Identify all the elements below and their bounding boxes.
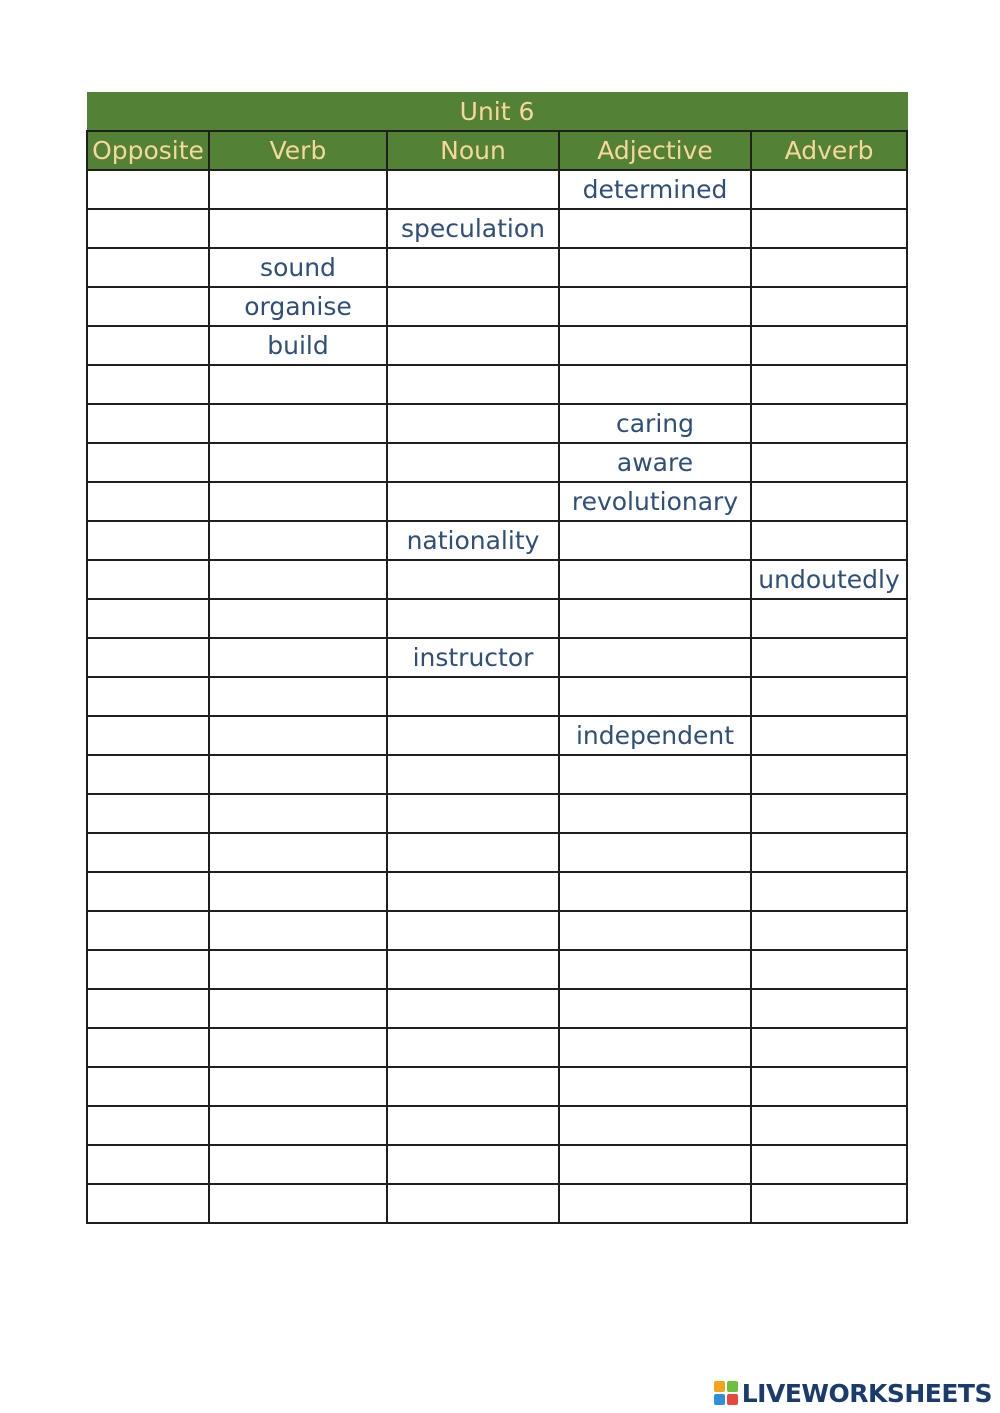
- answer-cell-opposite[interactable]: [87, 638, 209, 677]
- answer-cell-noun[interactable]: [387, 248, 559, 287]
- answer-cell-adverb[interactable]: [751, 833, 907, 872]
- answer-cell-verb[interactable]: [209, 443, 387, 482]
- answer-cell-opposite[interactable]: [87, 209, 209, 248]
- table-row: [87, 170, 907, 209]
- table-row: [87, 950, 907, 989]
- answer-cell-noun[interactable]: [387, 365, 559, 404]
- answer-cell-adjective[interactable]: [559, 560, 751, 599]
- logo-square: [714, 1381, 725, 1392]
- answer-cell-adverb[interactable]: [751, 365, 907, 404]
- answer-cell-adjective[interactable]: [559, 911, 751, 950]
- answer-cell-noun[interactable]: [387, 326, 559, 365]
- answer-cell-adjective[interactable]: [559, 1145, 751, 1184]
- answer-cell-noun[interactable]: [387, 1028, 559, 1067]
- answer-cell-adverb[interactable]: [751, 521, 907, 560]
- answer-cell-noun[interactable]: [387, 1145, 559, 1184]
- answer-cell-opposite[interactable]: [87, 560, 209, 599]
- word-cell-adjective: determined: [559, 170, 751, 209]
- table-row: [87, 989, 907, 1028]
- answer-cell-adverb[interactable]: [751, 950, 907, 989]
- answer-cell-verb[interactable]: [209, 365, 387, 404]
- answer-cell-verb[interactable]: [209, 404, 387, 443]
- answer-cell-adverb[interactable]: [751, 248, 907, 287]
- answer-cell-noun[interactable]: [387, 560, 559, 599]
- answer-cell-adjective[interactable]: [559, 638, 751, 677]
- table-row: [87, 443, 907, 482]
- answer-cell-opposite[interactable]: [87, 950, 209, 989]
- column-header-adverb: Adverb: [751, 131, 907, 170]
- table-row: [87, 911, 907, 950]
- answer-cell-opposite[interactable]: [87, 287, 209, 326]
- answer-cell-adjective[interactable]: [559, 1067, 751, 1106]
- table-row: [87, 521, 907, 560]
- answer-cell-noun[interactable]: [387, 950, 559, 989]
- answer-cell-verb[interactable]: [209, 755, 387, 794]
- answer-cell-adverb[interactable]: [751, 209, 907, 248]
- answer-cell-adverb[interactable]: [751, 482, 907, 521]
- answer-cell-opposite[interactable]: [87, 443, 209, 482]
- answer-cell-adverb[interactable]: [751, 872, 907, 911]
- column-header-noun: Noun: [387, 131, 559, 170]
- answer-cell-verb[interactable]: [209, 872, 387, 911]
- answer-cell-adjective[interactable]: [559, 287, 751, 326]
- liveworksheets-brand: [714, 1378, 992, 1408]
- table-row: [87, 794, 907, 833]
- answer-cell-adverb[interactable]: [751, 911, 907, 950]
- answer-cell-opposite[interactable]: [87, 248, 209, 287]
- answer-cell-opposite[interactable]: [87, 404, 209, 443]
- answer-cell-verb[interactable]: [209, 950, 387, 989]
- word-cell-noun: nationality: [387, 521, 559, 560]
- table-row: [87, 677, 907, 716]
- answer-cell-adverb[interactable]: [751, 1067, 907, 1106]
- answer-cell-verb[interactable]: [209, 599, 387, 638]
- answer-cell-adjective[interactable]: [559, 677, 751, 716]
- answer-cell-adverb[interactable]: [751, 170, 907, 209]
- logo-square: [727, 1381, 738, 1392]
- answer-cell-noun[interactable]: [387, 170, 559, 209]
- answer-cell-noun[interactable]: [387, 833, 559, 872]
- answer-cell-adverb[interactable]: [751, 404, 907, 443]
- answer-cell-adjective[interactable]: [559, 833, 751, 872]
- answer-cell-verb[interactable]: [209, 1145, 387, 1184]
- word-cell-adjective: aware: [559, 443, 751, 482]
- answer-cell-adverb[interactable]: [751, 1184, 907, 1223]
- answer-cell-verb[interactable]: [209, 1106, 387, 1145]
- table-row: [87, 755, 907, 794]
- answer-cell-opposite[interactable]: [87, 521, 209, 560]
- answer-cell-adverb[interactable]: [751, 443, 907, 482]
- answer-cell-adverb[interactable]: [751, 599, 907, 638]
- table-row: [87, 209, 907, 248]
- answer-cell-adjective[interactable]: [559, 989, 751, 1028]
- table-row: [87, 560, 907, 599]
- answer-cell-adjective[interactable]: [559, 599, 751, 638]
- liveworksheets-logo-icon: [714, 1381, 738, 1405]
- answer-cell-verb[interactable]: [209, 911, 387, 950]
- word-cell-noun: speculation: [387, 209, 559, 248]
- worksheet-body: [87, 170, 907, 1223]
- column-header-adjective: Adjective: [559, 131, 751, 170]
- answer-cell-opposite[interactable]: [87, 833, 209, 872]
- word-cell-verb: organise: [209, 287, 387, 326]
- word-cell-adjective: revolutionary: [559, 482, 751, 521]
- table-row: [87, 248, 907, 287]
- answer-cell-adjective[interactable]: [559, 872, 751, 911]
- column-header-verb: Verb: [209, 131, 387, 170]
- table-row: [87, 1184, 907, 1223]
- column-header-opposite: Opposite: [87, 131, 209, 170]
- answer-cell-noun[interactable]: [387, 716, 559, 755]
- answer-cell-adjective[interactable]: [559, 521, 751, 560]
- word-cell-adverb: undoutedly: [751, 560, 907, 599]
- answer-cell-opposite[interactable]: [87, 599, 209, 638]
- answer-cell-verb[interactable]: [209, 1028, 387, 1067]
- table-row: [87, 1145, 907, 1184]
- answer-cell-noun[interactable]: [387, 1067, 559, 1106]
- answer-cell-opposite[interactable]: [87, 716, 209, 755]
- answer-cell-adjective[interactable]: [559, 365, 751, 404]
- table-row: [87, 287, 907, 326]
- answer-cell-opposite[interactable]: [87, 677, 209, 716]
- table-row: [87, 326, 907, 365]
- answer-cell-opposite[interactable]: [87, 170, 209, 209]
- answer-cell-opposite[interactable]: [87, 1106, 209, 1145]
- answer-cell-adverb[interactable]: [751, 287, 907, 326]
- answer-cell-adverb[interactable]: [751, 1028, 907, 1067]
- answer-cell-noun[interactable]: [387, 482, 559, 521]
- answer-cell-noun[interactable]: [387, 443, 559, 482]
- answer-cell-adjective[interactable]: [559, 248, 751, 287]
- brand-text: LIVEWORKSHEETS: [741, 1378, 992, 1408]
- logo-square: [714, 1394, 725, 1405]
- answer-cell-verb[interactable]: [209, 677, 387, 716]
- table-row: [87, 599, 907, 638]
- answer-cell-adverb[interactable]: [751, 794, 907, 833]
- answer-cell-verb[interactable]: [209, 1184, 387, 1223]
- worksheet-table: [86, 92, 908, 1224]
- answer-cell-verb[interactable]: [209, 521, 387, 560]
- answer-cell-verb[interactable]: [209, 716, 387, 755]
- word-cell-adjective: caring: [559, 404, 751, 443]
- word-cell-verb: sound: [209, 248, 387, 287]
- table-row: [87, 716, 907, 755]
- answer-cell-opposite[interactable]: [87, 794, 209, 833]
- word-cell-verb: build: [209, 326, 387, 365]
- answer-cell-adjective[interactable]: [559, 1184, 751, 1223]
- answer-cell-opposite[interactable]: [87, 1028, 209, 1067]
- word-cell-noun: instructor: [387, 638, 559, 677]
- answer-cell-adverb[interactable]: [751, 1145, 907, 1184]
- answer-cell-adjective[interactable]: [559, 950, 751, 989]
- answer-cell-verb[interactable]: [209, 482, 387, 521]
- table-row: [87, 872, 907, 911]
- answer-cell-adverb[interactable]: [751, 638, 907, 677]
- answer-cell-verb[interactable]: [209, 209, 387, 248]
- answer-cell-verb[interactable]: [209, 560, 387, 599]
- answer-cell-noun[interactable]: [387, 599, 559, 638]
- answer-cell-verb[interactable]: [209, 170, 387, 209]
- answer-cell-adjective[interactable]: [559, 755, 751, 794]
- answer-cell-adjective[interactable]: [559, 209, 751, 248]
- answer-cell-opposite[interactable]: [87, 911, 209, 950]
- table-row: [87, 833, 907, 872]
- answer-cell-adverb[interactable]: [751, 677, 907, 716]
- worksheet-head: [87, 93, 907, 171]
- answer-cell-adverb[interactable]: [751, 1106, 907, 1145]
- answer-cell-verb[interactable]: [209, 833, 387, 872]
- answer-cell-opposite[interactable]: [87, 989, 209, 1028]
- answer-cell-adverb[interactable]: [751, 755, 907, 794]
- answer-cell-opposite[interactable]: [87, 1184, 209, 1223]
- answer-cell-adverb[interactable]: [751, 716, 907, 755]
- answer-cell-noun[interactable]: [387, 677, 559, 716]
- answer-cell-verb[interactable]: [209, 989, 387, 1028]
- answer-cell-adjective[interactable]: [559, 1028, 751, 1067]
- answer-cell-adjective[interactable]: [559, 1106, 751, 1145]
- answer-cell-opposite[interactable]: [87, 326, 209, 365]
- title-row: [87, 93, 907, 132]
- answer-cell-opposite[interactable]: [87, 482, 209, 521]
- answer-cell-verb[interactable]: [209, 794, 387, 833]
- answer-cell-opposite[interactable]: [87, 755, 209, 794]
- answer-cell-noun[interactable]: [387, 794, 559, 833]
- answer-cell-adverb[interactable]: [751, 326, 907, 365]
- answer-cell-adjective[interactable]: [559, 794, 751, 833]
- logo-square: [727, 1394, 738, 1405]
- table-row: [87, 638, 907, 677]
- answer-cell-noun[interactable]: [387, 404, 559, 443]
- answer-cell-noun[interactable]: [387, 755, 559, 794]
- word-cell-adjective: independent: [559, 716, 751, 755]
- table-row: [87, 1028, 907, 1067]
- answer-cell-opposite[interactable]: [87, 365, 209, 404]
- table-row: [87, 365, 907, 404]
- answer-cell-verb[interactable]: [209, 1067, 387, 1106]
- table-row: [87, 1106, 907, 1145]
- answer-cell-opposite[interactable]: [87, 1145, 209, 1184]
- table-row: [87, 1067, 907, 1106]
- column-header-row: [87, 131, 907, 170]
- answer-cell-noun[interactable]: [387, 1184, 559, 1223]
- answer-cell-noun[interactable]: [387, 872, 559, 911]
- worksheet-title: Unit 6: [87, 93, 907, 132]
- answer-cell-noun[interactable]: [387, 989, 559, 1028]
- answer-cell-adjective[interactable]: [559, 326, 751, 365]
- answer-cell-adverb[interactable]: [751, 989, 907, 1028]
- answer-cell-verb[interactable]: [209, 638, 387, 677]
- answer-cell-opposite[interactable]: [87, 1067, 209, 1106]
- table-row: [87, 404, 907, 443]
- table-row: [87, 482, 907, 521]
- answer-cell-opposite[interactable]: [87, 872, 209, 911]
- answer-cell-noun[interactable]: [387, 1106, 559, 1145]
- answer-cell-noun[interactable]: [387, 287, 559, 326]
- answer-cell-noun[interactable]: [387, 911, 559, 950]
